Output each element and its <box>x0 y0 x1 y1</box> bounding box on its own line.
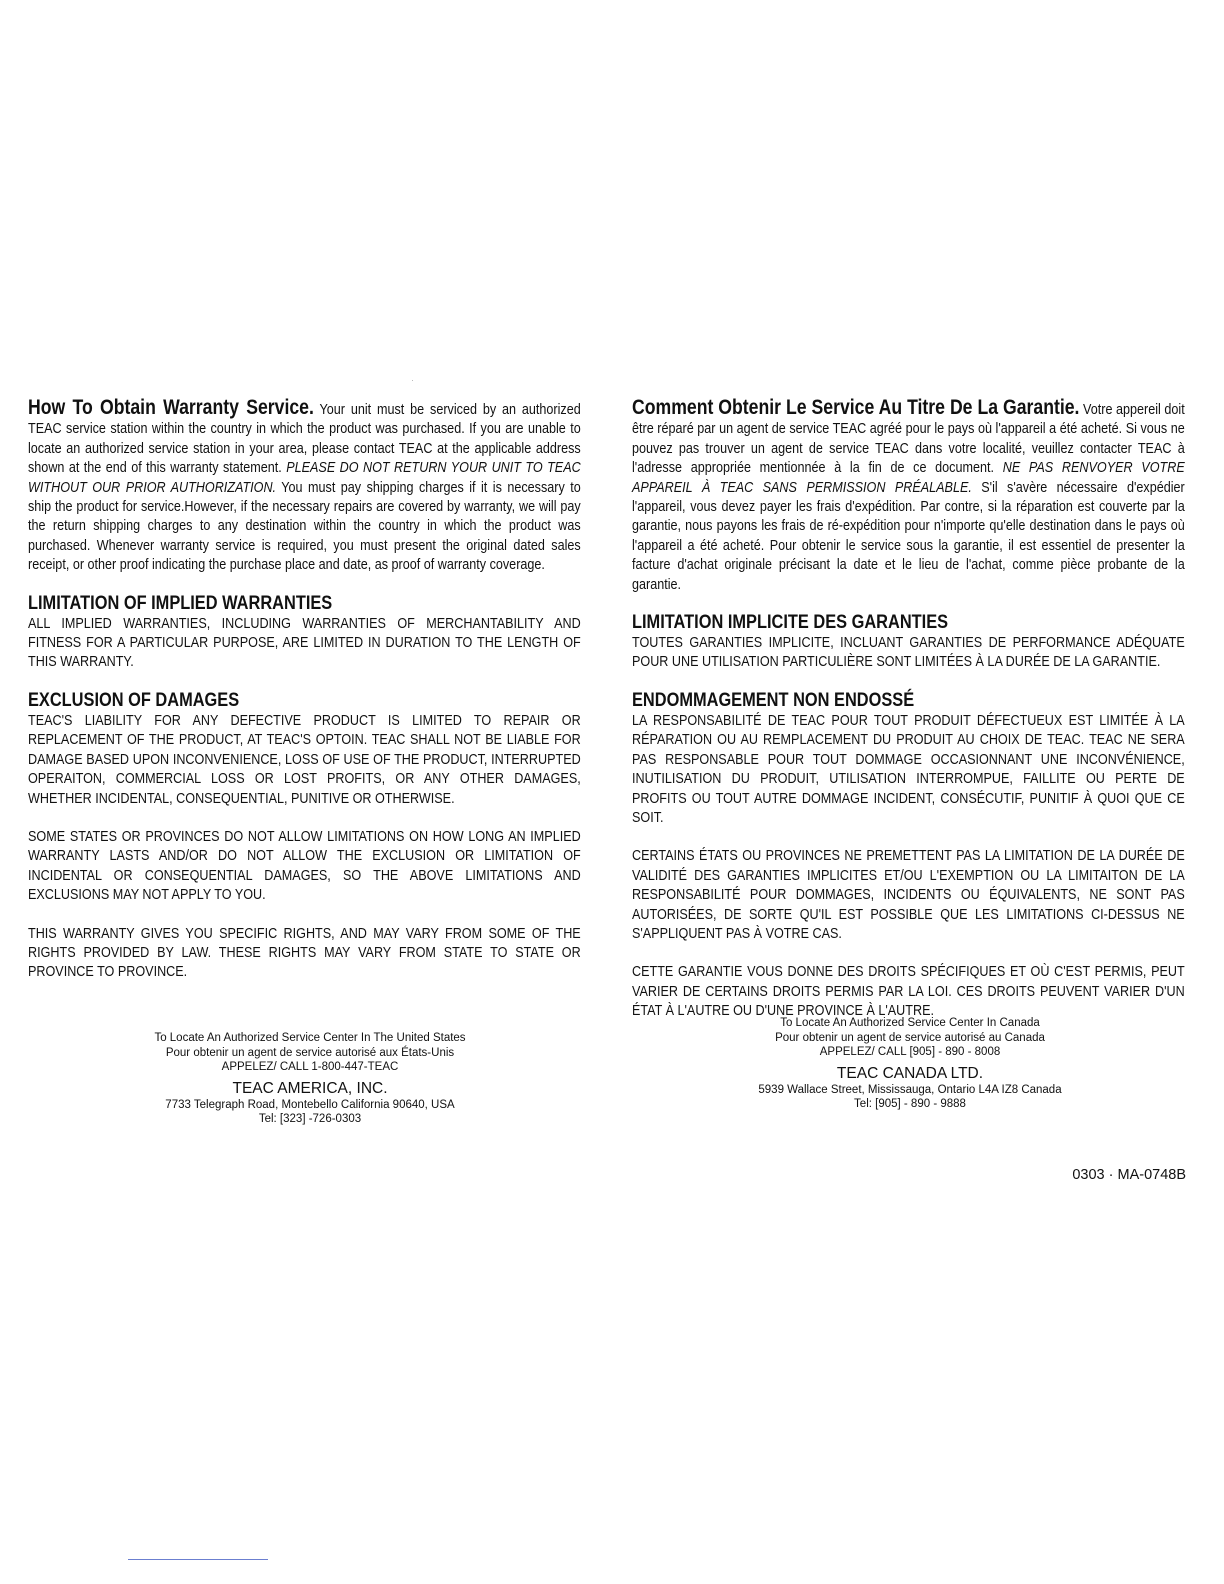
warranty-service-paragraph <box>28 398 581 575</box>
exclusion-text-2: SOME STATES OR PROVINCES DO NOT ALLOW LIMITATIONS ON HOW LONG AN IMPLIED WARRANTY LASTS AND/OR DO NOT ALLOW THE EXCLUSION OR LIMITATION OF INCIDENTAL OR CONSEQUENTIAL DAMAGES, SO THE ABOVE LIMITATIONS AND EXCLUSIONS MAY NOT APPLY TO YOU. <box>28 827 581 904</box>
ca-locate-line: To Locate An Authorized Service Center In Canada <box>780 1017 1040 1029</box>
scan-speck <box>412 380 413 381</box>
warranty-service-text-2: You must pay shipping charges if it is necessary to ship the product for service.However, if the necessary repairs are covered by warranty, we will pay the return shipping charges to any destination within the country in which the product was purchased. Whenever warranty service is required, you must present the original dated sales receipt, or other proof indicating the purchase place and date, as proof of warranty coverage. <box>28 478 581 574</box>
us-address: 7733 Telegraph Road, Montebello California 90640, USA <box>165 1098 455 1111</box>
warranty-service-text-1: Your unit must be serviced by an authorized TEAC service station within the country in which the product was purchased. If you are unable to locate an authorized service station in your area, please contact TEAC at the applicable address shown at the end of this warranty statement. <box>28 401 581 477</box>
document-code: 0303 · MA-0748B <box>1072 1167 1186 1183</box>
canada-service-contact <box>710 1016 1110 1112</box>
limitation-heading: LIMITATION OF IMPLIED WARRANTIES <box>28 591 333 614</box>
ca-address: 5939 Wallace Street, Mississauga, Ontario L4A IZ8 Canada <box>758 1083 1062 1096</box>
english-warranty-column <box>28 398 581 982</box>
us-locate-line-fr: Pour obtenir un agent de service autorisé aux États-Unis <box>165 1046 455 1059</box>
us-telephone: Tel: [323] -726-0303 <box>258 1113 362 1125</box>
french-warranty-column <box>632 398 1185 1021</box>
us-service-contact <box>110 1031 510 1127</box>
warranty-service-italic-notice: PLEASE DO NOT RETURN YOUR UNIT TO TEAC WITHOUT OUR PRIOR AUTHORIZATION. <box>28 459 581 496</box>
bottom-rule-divider <box>128 1559 268 1560</box>
ca-call-line: APPELEZ/ CALL [905] - 890 - 8008 <box>819 1046 1001 1058</box>
exclusion-text-3: THIS WARRANTY GIVES YOU SPECIFIC RIGHTS, AND MAY VARY FROM SOME OF THE RIGHTS PROVIDED BY LAW. THESE RIGHTS MAY VARY FROM STATE TO STATE OR PROVINCE TO PROVINCE. <box>28 924 581 981</box>
endommagement-text-1: LA RESPONSABILITÉ DE TEAC POUR TOUT PRODUIT DÉFECTUEUX EST LIMITÉE À LA RÉPARATION OU AU REMPLACEMENT DU PRODUIT AU CHOIX DE TEAC. TEAC NE SERA PAS RESPONSABLE POUR TOUT DOMMAGE OCCASIONNANT UNE INCONVÉNIENCE, INUTILISATION DU PRODUIT, UTILISATION INTERROMPUE, FAILLITE OU PERTE DE PROFITS OU TOUT AUTRE DOMMAGE INCIDENT, CONSÉCUTIF, PUNITIF À QUOI QUE CE SOIT. <box>632 711 1185 826</box>
us-locate-line: To Locate An Authorized Service Center In The United States <box>154 1032 466 1044</box>
endommagement-text-2: CERTAINS ÉTATS OU PROVINCES NE PREMETTENT PAS LA LIMITATION DE LA DURÉE DE VALIDITÉ DES GARANTIES IMPLICITES ET/OU L'EXEMPTION OU LA LIMITAITON DE LA RESPONSABILITÉ POUR DOMMAGES, INCIDENTS OU ÉQUIVALENTS, NE SONT PAS AUTORISÉES, DE SORTE QU'IL EST POSSIBLE QUE LES LIMITATIONS CI-DESSUS NE S'APPLIQUENT PAS À VOTRE CAS. <box>632 847 1185 942</box>
garantie-service-paragraph <box>632 398 1185 594</box>
endommagement-text-3: CETTE GARANTIE VOUS DONNE DES DROITS SPÉCIFIQUES ET OÙ C'EST PERMIS, PEUT VARIER DE CERTAINS DROITS PERMIS PAR LA LOI. CES DROITS PEUVENT VARIER D'UN ÉTAT À L'AUTRE OU D'UNE PROVINCE À L'AUTRE. <box>632 963 1185 1020</box>
garantie-service-italic-notice: NE PAS RENVOYER VOTRE APPAREIL À TEAC SANS PERMISSION PRÉALABLE. <box>632 459 1185 496</box>
endommagement-heading: ENDOMMAGEMENT NON ENDOSSÉ <box>632 688 915 711</box>
limitation-text: ALL IMPLIED WARRANTIES, INCLUDING WARRANTIES OF MERCHANTABILITY AND FITNESS FOR A PARTICULAR PURPOSE, ARE LIMITED IN DURATION TO THE LENGTH OF THIS WARRANTY. <box>28 614 581 671</box>
ca-telephone: Tel: [905] - 890 - 9888 <box>854 1098 966 1110</box>
exclusion-heading: EXCLUSION OF DAMAGES <box>28 688 240 711</box>
exclusion-text-1: TEAC'S LIABILITY FOR ANY DEFECTIVE PRODUCT IS LIMITED TO REPAIR OR REPLACEMENT OF THE PRODUCT, AT TEAC'S OPTOIN. TEAC SHALL NOT BE LIABLE FOR DAMAGE BASED UPON INCONVENIENCE, LOSS OF USE OF THE PRODUCT, INTERRUPTED OPERAITON, COMMERCIAL LOSS OR LOST PROFITS, OR ANY OTHER DAMAGES, WHETHER INCIDENTAL, CONSEQUENTIAL, PUNITIVE OR OTHERWISE. <box>28 711 581 807</box>
garantie-service-text-1: Votre appereil doit être réparé par un agent de service TEAC agréé pour le pays où l'appareil a été acheté. Si vous ne pouvez pas trouver un agent de service TEAC dans votre localité, veuillez contacter TEAC à l'adresse appropriée mentionnée à la fin de ce document. <box>632 401 1185 477</box>
garantie-service-text-2: S'il s'avère nécessaire d'expédier l'appareil, vous devez payer les frais d'expédition. Par contre, si la réparation est couverte par la garantie, nous payons les frais de ré-expédition pour n'importe qu'elle destination dans le pays où l'appareil a été acheté. Pour obtenir le service sous la garantie, il est essentiel de presenter la facture d'achat originale précisant la date et le lieu de l'achat, comme pièce probante de la garantie. <box>632 478 1185 593</box>
us-call-line: APPELEZ/ CALL 1-800-447-TEAC <box>221 1061 399 1073</box>
limitation-implicite-heading: LIMITATION IMPLICITE DES GARANTIES <box>632 611 949 634</box>
limitation-implicite-text: TOUTES GARANTIES IMPLICITE, INCLUANT GARANTIES DE PERFORMANCE ADÉQUATE POUR UNE UTILISATION PARTICULIÈRE SONT LIMITÉES À LA DURÉE DE LA GARANTIE. <box>632 634 1185 671</box>
warranty-service-title: How To Obtain Warranty Service. <box>28 396 314 419</box>
ca-company-name: TEAC CANADA LTD. <box>836 1064 984 1082</box>
garantie-service-title: Comment Obtenir Le Service Au Titre De La Garantie. <box>632 396 1080 419</box>
us-company-name: TEAC AMERICA, INC. <box>232 1079 388 1097</box>
ca-locate-line-fr: Pour obtenir un agent de service autorisé au Canada <box>775 1031 1045 1044</box>
